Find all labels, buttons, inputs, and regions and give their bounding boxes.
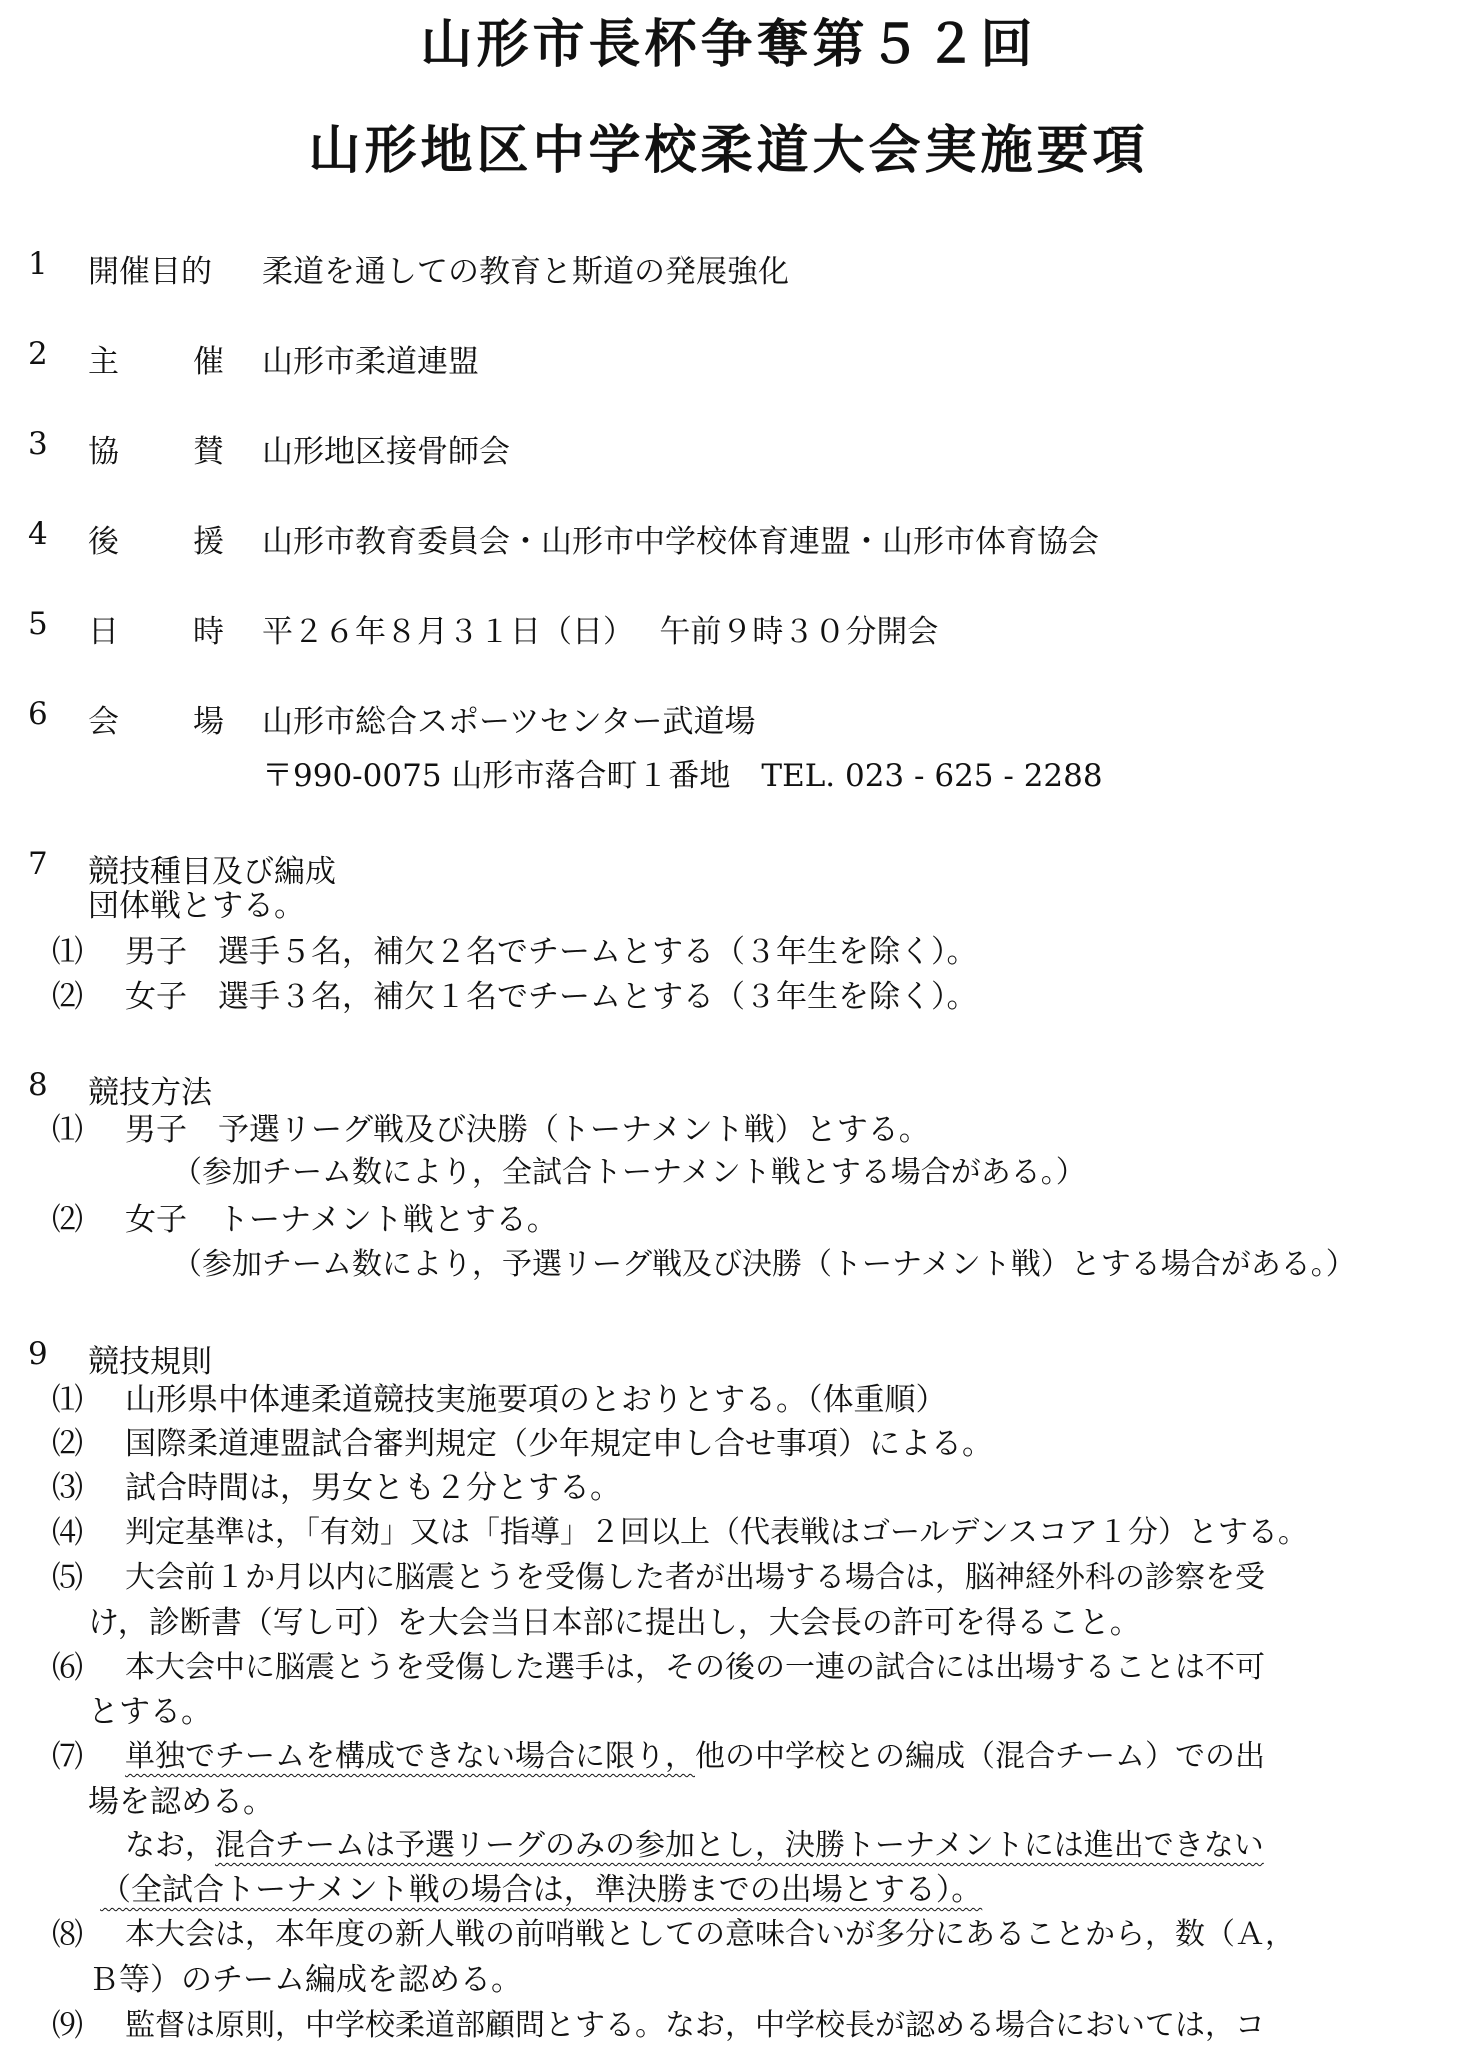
section-number: 1 bbox=[28, 246, 48, 282]
item-number: ⑸ bbox=[52, 1560, 83, 1596]
section-label-b: 賛 bbox=[193, 434, 224, 470]
item-number: ⑺ bbox=[52, 1739, 83, 1775]
section-number: 8 bbox=[28, 1067, 48, 1103]
item-text: 男子 選手５名，補欠２名でチームとする（３年生を除く）。 bbox=[125, 934, 978, 970]
item-text: 監督は原則，中学校柔道部顧問とする。なお，中学校長が認める場合においては，コ bbox=[125, 2008, 1265, 2043]
page-title-line1: 山形市長杯争奪第５２回 bbox=[420, 15, 1037, 75]
item-number: ⑴ bbox=[52, 1112, 83, 1148]
section-value: 柔道を通しての教育と斯道の発展強化 bbox=[262, 254, 789, 290]
section-label-b: 催 bbox=[193, 344, 224, 380]
section-heading: 競技種目及び編成 bbox=[88, 854, 336, 890]
item-text: 女子 選手３名，補欠１名でチームとする（３年生を除く）。 bbox=[125, 979, 978, 1015]
section-label-a: 日 bbox=[88, 614, 119, 650]
section-label-b: 時 bbox=[193, 614, 224, 650]
item-continuation: 場を認める。 bbox=[88, 1784, 274, 1820]
item-text: 判定基準は，「有効」又は「指導」２回以上（代表戦はゴールデンスコア１分）とする。 bbox=[125, 1515, 1308, 1550]
item-number: ⑶ bbox=[52, 1470, 83, 1506]
section-number: 4 bbox=[28, 516, 48, 552]
section-label: 開催目的 bbox=[88, 254, 212, 290]
section-number: 9 bbox=[28, 1336, 48, 1372]
section-number: 5 bbox=[28, 606, 48, 642]
section-value: 山形市柔道連盟 bbox=[262, 344, 479, 380]
section-value: 平２６年８月３１日（日） 午前９時３０分開会 bbox=[262, 614, 939, 650]
section-heading: 競技規則 bbox=[88, 1344, 212, 1380]
item-note: （参加チーム数により，全試合トーナメント戦とする場合がある。） bbox=[172, 1155, 1086, 1190]
item-number: ⑼ bbox=[52, 2008, 83, 2044]
item-continuation: とする。 bbox=[88, 1694, 212, 1730]
item-text: 男子 予選リーグ戦及び決勝（トーナメント戦）とする。 bbox=[125, 1112, 930, 1148]
item-number: ⑻ bbox=[52, 1917, 83, 1953]
section-value: 山形地区接骨師会 bbox=[262, 434, 510, 470]
item-number: ⑵ bbox=[52, 1426, 83, 1462]
venue-address: 〒990-0075 山形市落合町１番地 TEL. 023 - 625 - 2288 bbox=[262, 758, 1103, 794]
item-number: ⑴ bbox=[52, 934, 83, 970]
item-text: 山形県中体連柔道競技実施要項のとおりとする。（体重順） bbox=[125, 1382, 947, 1418]
section-label-a: 協 bbox=[88, 434, 119, 470]
item-number: ⑹ bbox=[52, 1650, 83, 1686]
item-text: 国際柔道連盟試合審判規定（少年規定申し合せ事項）による。 bbox=[125, 1426, 993, 1462]
section-label-b: 場 bbox=[193, 704, 224, 740]
item-text bbox=[125, 1737, 1265, 1777]
section-number: 3 bbox=[28, 426, 48, 462]
item-note bbox=[125, 1826, 1264, 1866]
item-text: 試合時間は，男女とも２分とする。 bbox=[125, 1470, 621, 1506]
section-label-b: 援 bbox=[193, 524, 224, 560]
item-text: 女子 トーナメント戦とする。 bbox=[125, 1202, 558, 1238]
section-number: 2 bbox=[28, 336, 48, 372]
item-text: 本大会は，本年度の新人戦の前哨戦としての意味合いが多分にあることから，数（Ａ， bbox=[125, 1917, 1295, 1952]
section-number: 6 bbox=[28, 696, 48, 732]
item-number: ⑵ bbox=[52, 979, 83, 1015]
item-text: 本大会中に脳震とうを受傷した選手は，その後の一連の試合には出場することは不可 bbox=[125, 1650, 1265, 1685]
underlined-text: 混合チームは予選リーグのみの参加とし，決勝トーナメントには進出できない bbox=[215, 1828, 1264, 1863]
underlined-text: 単独でチームを構成できない場合に限り， bbox=[125, 1739, 695, 1774]
note-prefix: なお， bbox=[125, 1828, 215, 1863]
item-continuation: Ｂ等）のチーム編成を認める。 bbox=[88, 1962, 522, 1998]
section-intro: 団体戦とする。 bbox=[88, 888, 305, 924]
section-label-a: 主 bbox=[88, 344, 119, 380]
item-text: 大会前１か月以内に脳震とうを受傷した者が出場する場合は，脳神経外科の診察を受 bbox=[125, 1560, 1265, 1595]
item-number: ⑴ bbox=[52, 1382, 83, 1418]
page-title-line2: 山形地区中学校柔道大会実施要項 bbox=[308, 121, 1149, 181]
section-label-a: 会 bbox=[88, 704, 119, 740]
section-number: 7 bbox=[28, 846, 48, 882]
item-text-rest: 他の中学校との編成（混合チーム）での出 bbox=[695, 1739, 1265, 1774]
item-number: ⑷ bbox=[52, 1515, 83, 1551]
section-value: 山形市教育委員会・山形市中学校体育連盟・山形市体育協会 bbox=[262, 524, 1099, 560]
section-value: 山形市総合スポーツセンター武道場 bbox=[262, 704, 756, 740]
item-number: ⑵ bbox=[52, 1202, 83, 1238]
section-heading: 競技方法 bbox=[88, 1075, 212, 1111]
item-note: （参加チーム数により，予選リーグ戦及び決勝（トーナメント戦）とする場合がある。） bbox=[172, 1247, 1356, 1282]
section-label-a: 後 bbox=[88, 524, 119, 560]
item-continuation: け，診断書（写し可）を大会当日本部に提出し，大会長の許可を得ること。 bbox=[88, 1605, 1141, 1641]
underlined-note-continuation: （全試合トーナメント戦の場合は，準決勝までの出場とする）。 bbox=[100, 1872, 983, 1908]
